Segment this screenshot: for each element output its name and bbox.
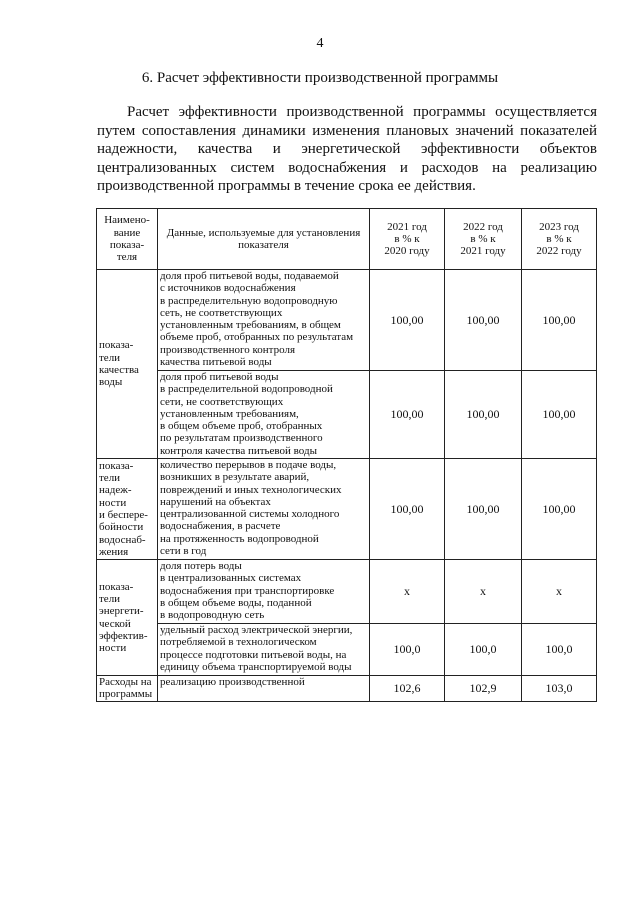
value-2023: 100,00 [522,270,597,371]
value-2023: x [522,560,597,624]
table-row [97,624,597,676]
header-source-data: Данные, используемые для установления показателя [158,209,370,270]
value-2023: 100,00 [522,371,597,459]
table-row [97,270,597,371]
intro-line: Расчет эффективности производственной программы осуществляется [127,104,597,120]
value-2023: 103,0 [522,676,597,702]
group-program-expenses: Расходы на программы [97,676,158,702]
value-2022: x [445,560,522,624]
table-row [97,371,597,459]
table-row [97,459,597,560]
value-2022: 100,00 [445,371,522,459]
row-description: реализацию производственной [158,676,370,702]
value-2023: 100,0 [522,624,597,676]
value-2021: 100,00 [370,270,445,371]
row-description: количество перерывов в подаче воды, возникших в результате аварий, повреждений и иных технологических нарушений на объектах централизованной системы холодного водоснабжения, в расчете на протяженность водопроводной сети в год [158,459,370,560]
header-indicator-name: Наимено- вание показа- теля [97,209,158,270]
intro-line: надежности, качества и энергетической эффективности объектов [97,141,597,158]
value-2022: 100,0 [445,624,522,676]
value-2021: x [370,560,445,624]
value-2021: 100,00 [370,371,445,459]
value-2022: 100,00 [445,459,522,560]
header-row [97,209,597,270]
header-2023: 2023 год в % к 2022 году [522,209,597,270]
section-title: 6. Расчет эффективности производственной программы [141,70,499,86]
row-description: доля проб питьевой воды, подаваемой с источников водоснабжения в распределительную водопроводную сеть, не соответствующих установленным требованиям, в общем объеме проб, отобранных по результатам производственного контроля качества питьевой воды [158,270,370,371]
table-row [97,676,597,702]
table-row [97,560,597,624]
header-2021: 2021 год в % к 2020 году [370,209,445,270]
row-description: удельный расход электрической энергии, потребляемой в технологическом процессе подготовки питьевой воды, на единицу объема транспортируемой воды [158,624,370,676]
intro-line: централизованных систем водоснабжения и расходов на реализацию [97,159,597,176]
value-2021: 100,00 [370,459,445,560]
intro-paragraph [97,103,597,196]
value-2022: 102,9 [445,676,522,702]
group-reliability: показа- тели надеж- ности и беспере- бойности водоснаб- жения [97,459,158,560]
efficiency-table [96,208,597,702]
header-2022: 2022 год в % к 2021 году [445,209,522,270]
value-2022: 100,00 [445,270,522,371]
intro-line: путем сопоставления динамики изменения плановых значений показателей [97,122,597,139]
value-2023: 100,00 [522,459,597,560]
intro-line: производственной программы в течение срока ее действия. [97,178,476,195]
group-water-quality: показа- тели качества воды [97,270,158,459]
row-description: доля потерь воды в централизованных системах водоснабжения при транспортировке в общем объеме воды, поданной в водопроводную сеть [158,560,370,624]
row-description: доля проб питьевой воды в распределительной водопроводной сети, не соответствующих установленным требованиям, в общем объеме проб, отобранных по результатам производственного контроля качества питьевой воды [158,371,370,459]
group-energy-efficiency: показа- тели энергети- ческой эффектив- ности [97,560,158,676]
page-number: 4 [316,36,324,51]
value-2021: 100,0 [370,624,445,676]
value-2021: 102,6 [370,676,445,702]
